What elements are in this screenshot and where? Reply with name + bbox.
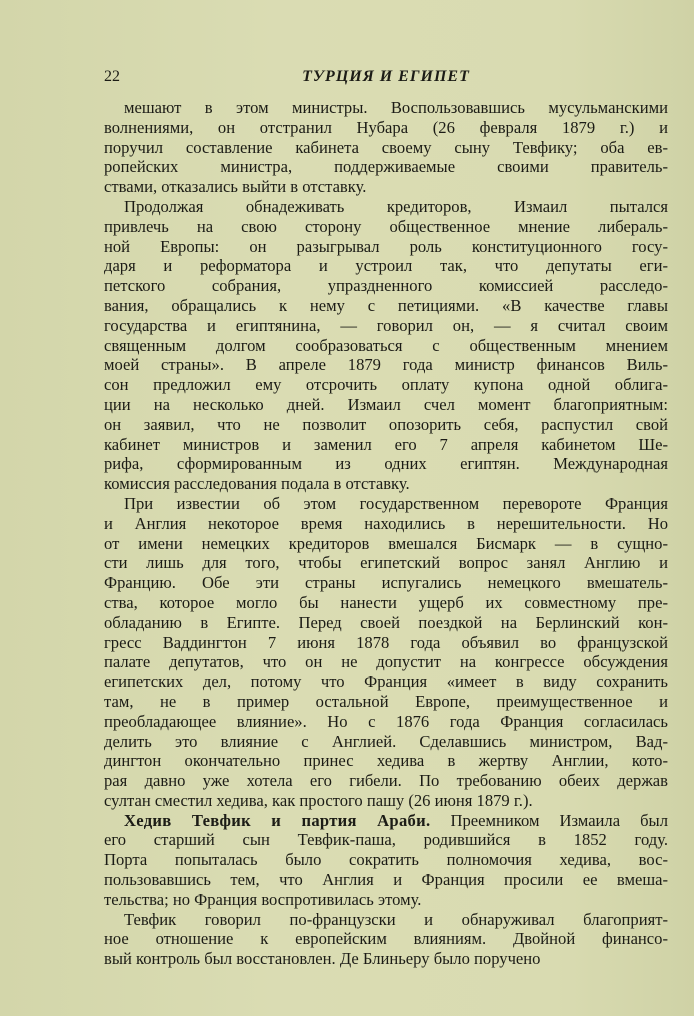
text-line: от имени немецких кредиторов вмешался Бисмарк — в сущно- [104, 533, 668, 553]
text-line: султан сместил хедива, как простого пашу (26 июня 1879 г.). [104, 790, 533, 810]
text-line: даря и реформатора и устроил так, что депутаты еги- [104, 256, 668, 276]
text-line: комиссия расследования подала в отставку. [104, 474, 410, 494]
page-number: 22 [104, 68, 120, 85]
paragraph [104, 811, 668, 910]
paragraph [104, 197, 668, 494]
text-line: ции на несколько дней. Измаил счел момент благоприятным: [104, 394, 668, 414]
text-line: сон предложил ему отсрочить оплату купона одной облига- [104, 375, 668, 395]
text-line: вый контроль был восстановлен. Де Блиньеру было поручено [104, 949, 541, 969]
text-line: пользовавшись тем, что Англия и Франция просили ее вмеша- [104, 870, 668, 890]
text-line: делить это влияние с Англией. Сделавшись министром, Вад- [104, 731, 668, 751]
text-line: его старший сын Тевфик-паша, родившийся в 1852 году. [104, 830, 668, 850]
text-line: сти лишь для того, чтобы египетский вопрос занял Англию и [104, 553, 668, 573]
running-header [104, 68, 668, 88]
body-text [104, 98, 668, 969]
text-line: и Англия некоторое время находились в нерешительности. Но [104, 513, 668, 533]
text-line: Францию. Обе эти страны испугались немецкого вмешатель- [104, 573, 668, 593]
text-run: Преемником Измаила был [430, 810, 668, 830]
running-title: ТУРЦИЯ И ЕГИПЕТ [302, 68, 470, 85]
text-line: гресс Ваддингтон 7 июня 1878 года объявил во французской [104, 632, 668, 652]
text-line: он заявил, что не позволит опозорить себя, распустил свой [104, 414, 668, 434]
paragraph [104, 494, 668, 811]
text-line: волнениями, он отстранил Нубара (26 февраля 1879 г.) и [104, 117, 668, 137]
text-line: ное отношение к европейским влияниям. Двойной финансо- [104, 929, 668, 949]
text-line: привлечь на свою сторону общественное мнение либераль- [104, 216, 668, 236]
text-line: При известии об этом государственном перевороте Франция [124, 493, 668, 513]
text-line: ства, которое могло бы нанести ущерб их совместному пре- [104, 592, 668, 612]
text-line: кабинет министров и заменил его 7 апреля кабинетом Ше- [104, 434, 668, 454]
text-line: поручил составление кабинета своему сыну Тевфику; оба ев- [104, 137, 668, 157]
paragraph [104, 910, 668, 969]
text-line: преобладающее влияние». Но с 1876 года Франция согласилась [104, 711, 668, 731]
paragraph [104, 98, 668, 197]
text-line [104, 811, 668, 831]
text-line: ропейских министра, поддерживаемые своими правитель- [104, 157, 668, 177]
text-line: рая давно уже хотела его гибели. По требованию обеих держав [104, 771, 668, 791]
text-line: ной Европы: он разыгрывал роль конституционного госу- [104, 236, 668, 256]
text-line: дингтон окончательно принес хедива в жертву Англии, кото- [104, 751, 668, 771]
text-line: петского собрания, упраздненного комиссией расследо- [104, 276, 668, 296]
text-line: моей страны». В апреле 1879 года министр финансов Виль- [104, 355, 668, 375]
text-line: палате депутатов, что он не допустит на конгрессе обсуждения [104, 652, 668, 672]
text-line: священным долгом сообразоваться с общественным мнением [104, 335, 668, 355]
section-heading: Хедив Тевфик и партия Араби. [124, 810, 431, 830]
text-line: Тевфик говорил по-французски и обнаруживал благоприят- [124, 909, 668, 929]
text-line: мешают в этом министры. Воспользовавшись мусульманскими [124, 98, 668, 117]
text-line: вания, обращались к нему с петициями. «В качестве главы [104, 295, 668, 315]
text-line: там, не в пример остальной Европе, преимущественное и [104, 691, 668, 711]
text-line: рифа, сформированным из одних египтян. Международная [104, 454, 668, 474]
text-line: египетских дел, потому что Франция «имеет в виду сохранить [104, 672, 668, 692]
text-line: ствами, отказались выйти в отставку. [104, 177, 367, 197]
text-line: государства и египтянина, — говорил он, — я считал своим [104, 315, 668, 335]
text-line: Продолжая обнадеживать кредиторов, Измаил пытался [124, 196, 668, 216]
text-line: Порта попыталась было сократить полномочия хедива, вос- [104, 850, 668, 870]
text-line: тельства; но Франция воспротивилась этому. [104, 889, 422, 909]
text-line: обладанию в Египте. Перед своей поездкой на Берлинский кон- [104, 612, 668, 632]
